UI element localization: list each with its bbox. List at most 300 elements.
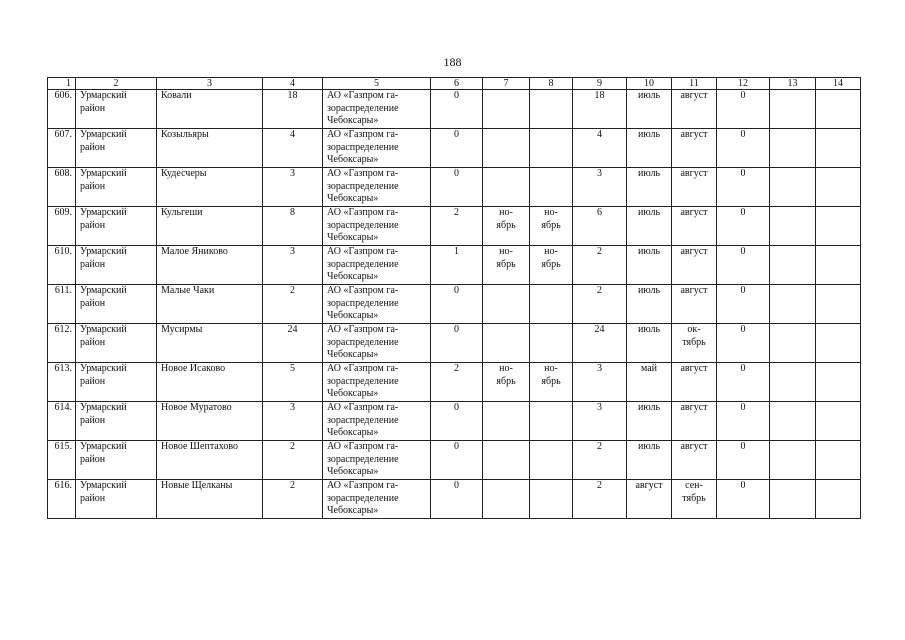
col12-value-cell bbox=[717, 207, 770, 246]
cell-text-line: но- bbox=[544, 363, 558, 374]
cell-text-line: 0 bbox=[454, 441, 459, 452]
organization-cell bbox=[323, 402, 431, 441]
table-row bbox=[48, 441, 861, 480]
cell-text-line: 0 bbox=[740, 441, 746, 452]
col12-value-cell bbox=[717, 363, 770, 402]
cell-text-line: август bbox=[680, 285, 708, 296]
cell-text-line: 3 bbox=[597, 168, 602, 179]
cell-text-line: 1 bbox=[454, 246, 459, 257]
organization-cell bbox=[323, 441, 431, 480]
col10-month-cell bbox=[627, 90, 672, 129]
cell-text-line: Урмарский bbox=[80, 285, 127, 296]
cell-text-line: 606. bbox=[54, 90, 72, 101]
cell-text-line: район bbox=[80, 336, 106, 348]
cell-text-line: 610. bbox=[54, 246, 72, 257]
col12-value-cell bbox=[717, 402, 770, 441]
cell-text-line: но- bbox=[499, 363, 513, 374]
col8-month-cell bbox=[530, 441, 573, 480]
cell-text-line: 2 bbox=[454, 207, 459, 218]
organization-cell bbox=[323, 207, 431, 246]
col11-month-cell bbox=[672, 480, 717, 519]
cell-text-line: 0 bbox=[454, 480, 459, 491]
cell-text-line: Чебоксары» bbox=[327, 427, 379, 438]
total-count-cell bbox=[263, 480, 323, 519]
col10-month-cell bbox=[627, 363, 672, 402]
cell-text-line: АО «Газпром га- bbox=[327, 324, 399, 335]
cell-text-line: 5 bbox=[290, 363, 295, 374]
settlement-cell bbox=[157, 207, 263, 246]
col10-month-cell bbox=[627, 207, 672, 246]
col12-value-cell bbox=[717, 324, 770, 363]
cell-text-line: 3 bbox=[597, 363, 602, 374]
col10-month-cell bbox=[627, 402, 672, 441]
col6-value-cell bbox=[431, 129, 483, 168]
table-row bbox=[48, 324, 861, 363]
cell-text-line: июль bbox=[637, 207, 661, 218]
col14-cell bbox=[816, 90, 861, 129]
row-number-cell bbox=[48, 285, 76, 324]
table-row bbox=[48, 246, 861, 285]
cell-text-line: ябрь bbox=[496, 258, 516, 270]
col9-value-cell bbox=[573, 363, 627, 402]
cell-text-line: 0 bbox=[740, 90, 746, 101]
row-number-cell bbox=[48, 480, 76, 519]
total-count-cell bbox=[263, 207, 323, 246]
cell-text-line: 0 bbox=[454, 402, 459, 413]
col8-month-cell bbox=[530, 129, 573, 168]
col11-month-cell bbox=[672, 246, 717, 285]
cell-text-line: 0 bbox=[454, 168, 459, 179]
cell-text-line: Чебоксары» bbox=[327, 388, 379, 399]
cell-text-line: но- bbox=[499, 207, 513, 218]
row-number-cell bbox=[48, 402, 76, 441]
cell-text-line: ябрь bbox=[541, 219, 561, 231]
organization-cell bbox=[323, 480, 431, 519]
col11-month-cell bbox=[672, 90, 717, 129]
cell-text-line: 18 bbox=[287, 90, 298, 101]
col12-value-cell bbox=[717, 168, 770, 207]
organization-cell bbox=[323, 285, 431, 324]
cell-text-line: АО «Газпром га- bbox=[327, 168, 399, 179]
col10-month-cell bbox=[627, 285, 672, 324]
cell-text-line: Новые Щелканы bbox=[161, 480, 233, 491]
cell-text-line: тябрь bbox=[682, 336, 706, 348]
table-body bbox=[48, 78, 861, 519]
col12-value-cell bbox=[717, 246, 770, 285]
column-number-cell: 7 bbox=[483, 78, 530, 90]
total-count-cell bbox=[263, 129, 323, 168]
col7-month-cell bbox=[483, 441, 530, 480]
col6-value-cell bbox=[431, 90, 483, 129]
cell-text-line: Чебоксары» bbox=[327, 466, 379, 477]
column-number-cell: 3 bbox=[157, 78, 263, 90]
cell-text-line: зораспределение bbox=[327, 297, 399, 309]
cell-text-line: зораспределение bbox=[327, 141, 399, 153]
cell-text-line: Урмарский bbox=[80, 441, 127, 452]
cell-text-line: Малые Чаки bbox=[161, 285, 215, 296]
total-count-cell bbox=[263, 363, 323, 402]
cell-text-line: АО «Газпром га- bbox=[327, 402, 399, 413]
cell-text-line: 0 bbox=[740, 207, 746, 218]
col11-month-cell bbox=[672, 207, 717, 246]
col6-value-cell bbox=[431, 246, 483, 285]
total-count-cell bbox=[263, 90, 323, 129]
cell-text-line: Урмарский bbox=[80, 129, 127, 140]
col7-month-cell bbox=[483, 324, 530, 363]
cell-text-line: 2 bbox=[597, 246, 602, 257]
cell-text-line: август bbox=[680, 207, 708, 218]
district-cell bbox=[76, 246, 157, 285]
col6-value-cell bbox=[431, 480, 483, 519]
col11-month-cell bbox=[672, 129, 717, 168]
cell-text-line: Урмарский bbox=[80, 402, 127, 413]
cell-text-line: август bbox=[635, 480, 663, 491]
col13-cell bbox=[770, 246, 816, 285]
cell-text-line: АО «Газпром га- bbox=[327, 441, 399, 452]
settlement-cell bbox=[157, 402, 263, 441]
col10-month-cell bbox=[627, 168, 672, 207]
table-row bbox=[48, 207, 861, 246]
col13-cell bbox=[770, 324, 816, 363]
cell-text-line: АО «Газпром га- bbox=[327, 480, 399, 491]
total-count-cell bbox=[263, 246, 323, 285]
cell-text-line: 2 bbox=[290, 441, 295, 452]
col11-month-cell bbox=[672, 441, 717, 480]
settlement-cell bbox=[157, 90, 263, 129]
cell-text-line: Чебоксары» bbox=[327, 232, 379, 243]
cell-text-line: Чебоксары» bbox=[327, 193, 379, 204]
settlement-cell bbox=[157, 324, 263, 363]
column-number-cell: 1 bbox=[48, 78, 76, 90]
table-row bbox=[48, 285, 861, 324]
cell-text-line: район bbox=[80, 414, 106, 426]
col13-cell bbox=[770, 402, 816, 441]
col12-value-cell bbox=[717, 480, 770, 519]
cell-text-line: но- bbox=[544, 246, 558, 257]
col9-value-cell bbox=[573, 168, 627, 207]
page-number: 188 bbox=[443, 55, 462, 69]
cell-text-line: 2 bbox=[597, 285, 602, 296]
col7-month-cell bbox=[483, 363, 530, 402]
cell-text-line: Урмарский bbox=[80, 207, 127, 218]
cell-text-line: Кульгеши bbox=[161, 207, 203, 218]
cell-text-line: но- bbox=[499, 246, 513, 257]
cell-text-line: август bbox=[680, 90, 708, 101]
cell-text-line: 8 bbox=[290, 207, 295, 218]
row-number-cell bbox=[48, 207, 76, 246]
cell-text-line: район bbox=[80, 102, 106, 114]
cell-text-line: Урмарский bbox=[80, 324, 127, 335]
cell-text-line: Урмарский bbox=[80, 363, 127, 374]
col12-value-cell bbox=[717, 129, 770, 168]
cell-text-line: 0 bbox=[740, 129, 746, 140]
cell-text-line: Чебоксары» bbox=[327, 115, 379, 126]
cell-text-line: 611. bbox=[54, 285, 72, 296]
cell-text-line: Чебоксары» bbox=[327, 310, 379, 321]
cell-text-line: июль bbox=[637, 441, 661, 452]
cell-text-line: АО «Газпром га- bbox=[327, 90, 399, 101]
cell-text-line: зораспределение bbox=[327, 492, 399, 504]
cell-text-line: АО «Газпром га- bbox=[327, 129, 399, 140]
cell-text-line: Мусирмы bbox=[161, 324, 203, 335]
cell-text-line: АО «Газпром га- bbox=[327, 363, 399, 374]
col11-month-cell bbox=[672, 168, 717, 207]
column-number-row bbox=[48, 78, 861, 90]
col9-value-cell bbox=[573, 402, 627, 441]
cell-text-line: 3 bbox=[290, 402, 295, 413]
col9-value-cell bbox=[573, 129, 627, 168]
col10-month-cell bbox=[627, 324, 672, 363]
cell-text-line: 0 bbox=[740, 168, 746, 179]
total-count-cell bbox=[263, 441, 323, 480]
col11-month-cell bbox=[672, 402, 717, 441]
col11-month-cell bbox=[672, 363, 717, 402]
row-number-cell bbox=[48, 129, 76, 168]
col8-month-cell bbox=[530, 246, 573, 285]
cell-text-line: 0 bbox=[740, 246, 746, 257]
col9-value-cell bbox=[573, 207, 627, 246]
row-number-cell bbox=[48, 246, 76, 285]
col10-month-cell bbox=[627, 246, 672, 285]
col11-month-cell bbox=[672, 324, 717, 363]
district-cell bbox=[76, 207, 157, 246]
cell-text-line: 0 bbox=[454, 90, 459, 101]
cell-text-line: зораспределение bbox=[327, 219, 399, 231]
settlement-cell bbox=[157, 246, 263, 285]
cell-text-line: Чебоксары» bbox=[327, 505, 379, 516]
table-row bbox=[48, 363, 861, 402]
cell-text-line: 2 bbox=[597, 480, 602, 491]
cell-text-line: июль bbox=[637, 246, 661, 257]
cell-text-line: Малое Яниково bbox=[161, 246, 228, 257]
cell-text-line: 3 bbox=[290, 168, 295, 179]
cell-text-line: 612. bbox=[54, 324, 72, 335]
cell-text-line: Новое Шептахово bbox=[161, 441, 239, 452]
cell-text-line: 0 bbox=[454, 129, 459, 140]
col9-value-cell bbox=[573, 246, 627, 285]
table-row bbox=[48, 480, 861, 519]
col14-cell bbox=[816, 246, 861, 285]
col8-month-cell bbox=[530, 363, 573, 402]
organization-cell bbox=[323, 90, 431, 129]
organization-cell bbox=[323, 129, 431, 168]
settlement-cell bbox=[157, 441, 263, 480]
cell-text-line: июль bbox=[637, 129, 661, 140]
cell-text-line: Чебоксары» bbox=[327, 154, 379, 165]
col10-month-cell bbox=[627, 441, 672, 480]
column-number-cell: 10 bbox=[627, 78, 672, 90]
cell-text-line: 4 bbox=[597, 129, 602, 140]
cell-text-line: 613. bbox=[54, 363, 72, 374]
cell-text-line: июль bbox=[637, 90, 661, 101]
col9-value-cell bbox=[573, 480, 627, 519]
district-cell bbox=[76, 441, 157, 480]
col7-month-cell bbox=[483, 402, 530, 441]
cell-text-line: ябрь bbox=[541, 375, 561, 387]
col10-month-cell bbox=[627, 480, 672, 519]
cell-text-line: 0 bbox=[740, 402, 746, 413]
col13-cell bbox=[770, 129, 816, 168]
column-number-cell: 6 bbox=[431, 78, 483, 90]
cell-text-line: ябрь bbox=[496, 375, 516, 387]
col14-cell bbox=[816, 441, 861, 480]
cell-text-line: 0 bbox=[740, 480, 746, 491]
col7-month-cell bbox=[483, 480, 530, 519]
col7-month-cell bbox=[483, 90, 530, 129]
col11-month-cell bbox=[672, 285, 717, 324]
col9-value-cell bbox=[573, 285, 627, 324]
cell-text-line: 2 bbox=[290, 480, 295, 491]
cell-text-line: август bbox=[680, 363, 708, 374]
cell-text-line: август bbox=[680, 129, 708, 140]
cell-text-line: АО «Газпром га- bbox=[327, 246, 399, 257]
cell-text-line: 0 bbox=[454, 324, 459, 335]
column-number-cell: 12 bbox=[717, 78, 770, 90]
col12-value-cell bbox=[717, 285, 770, 324]
col8-month-cell bbox=[530, 285, 573, 324]
cell-text-line: 609. bbox=[54, 207, 72, 218]
cell-text-line: 3 bbox=[290, 246, 295, 257]
cell-text-line: зораспределение bbox=[327, 180, 399, 192]
col7-month-cell bbox=[483, 207, 530, 246]
row-number-cell bbox=[48, 441, 76, 480]
cell-text-line: зораспределение bbox=[327, 102, 399, 114]
col7-month-cell bbox=[483, 129, 530, 168]
col12-value-cell bbox=[717, 441, 770, 480]
cell-text-line: район bbox=[80, 180, 106, 192]
cell-text-line: Новое Исаково bbox=[161, 363, 226, 374]
col13-cell bbox=[770, 441, 816, 480]
col6-value-cell bbox=[431, 207, 483, 246]
col14-cell bbox=[816, 402, 861, 441]
column-number-cell: 9 bbox=[573, 78, 627, 90]
column-number-cell: 11 bbox=[672, 78, 717, 90]
total-count-cell bbox=[263, 324, 323, 363]
col12-value-cell bbox=[717, 90, 770, 129]
table-row bbox=[48, 168, 861, 207]
district-cell bbox=[76, 129, 157, 168]
col14-cell bbox=[816, 168, 861, 207]
row-number-cell bbox=[48, 90, 76, 129]
cell-text-line: 6 bbox=[597, 207, 602, 218]
organization-cell bbox=[323, 324, 431, 363]
settlement-cell bbox=[157, 168, 263, 207]
cell-text-line: июль bbox=[637, 324, 661, 335]
col13-cell bbox=[770, 168, 816, 207]
cell-text-line: 18 bbox=[594, 90, 605, 101]
cell-text-line: район bbox=[80, 141, 106, 153]
district-cell bbox=[76, 324, 157, 363]
cell-text-line: Урмарский bbox=[80, 246, 127, 257]
col14-cell bbox=[816, 207, 861, 246]
cell-text-line: зораспределение bbox=[327, 336, 399, 348]
district-cell bbox=[76, 90, 157, 129]
cell-text-line: 4 bbox=[290, 129, 295, 140]
col14-cell bbox=[816, 480, 861, 519]
cell-text-line: район bbox=[80, 219, 106, 231]
cell-text-line: 24 bbox=[594, 324, 605, 335]
cell-text-line: АО «Газпром га- bbox=[327, 285, 399, 296]
cell-text-line: 614. bbox=[54, 402, 72, 413]
col9-value-cell bbox=[573, 90, 627, 129]
cell-text-line: Чебоксары» bbox=[327, 271, 379, 282]
column-number-cell: 13 bbox=[770, 78, 816, 90]
cell-text-line: район bbox=[80, 375, 106, 387]
column-number-cell: 8 bbox=[530, 78, 573, 90]
total-count-cell bbox=[263, 285, 323, 324]
col14-cell bbox=[816, 129, 861, 168]
col8-month-cell bbox=[530, 207, 573, 246]
cell-text-line: Козыльяры bbox=[161, 129, 209, 140]
cell-text-line: район bbox=[80, 297, 106, 309]
col9-value-cell bbox=[573, 324, 627, 363]
cell-text-line: 616. bbox=[54, 480, 72, 491]
cell-text-line: но- bbox=[544, 207, 558, 218]
cell-text-line: Ковали bbox=[161, 90, 192, 101]
cell-text-line: 2 bbox=[454, 363, 459, 374]
col8-month-cell bbox=[530, 324, 573, 363]
cell-text-line: июль bbox=[637, 168, 661, 179]
cell-text-line: сен- bbox=[685, 480, 703, 491]
col8-month-cell bbox=[530, 90, 573, 129]
cell-text-line: Чебоксары» bbox=[327, 349, 379, 360]
gasification-schedule-table bbox=[47, 77, 861, 519]
cell-text-line: зораспределение bbox=[327, 414, 399, 426]
district-cell bbox=[76, 168, 157, 207]
column-number-cell: 2 bbox=[76, 78, 157, 90]
cell-text-line: июль bbox=[637, 402, 661, 413]
cell-text-line: Кудесчеры bbox=[161, 168, 207, 179]
cell-text-line: 3 bbox=[597, 402, 602, 413]
col9-value-cell bbox=[573, 441, 627, 480]
cell-text-line: район bbox=[80, 492, 106, 504]
column-number-cell: 4 bbox=[263, 78, 323, 90]
district-cell bbox=[76, 480, 157, 519]
cell-text-line: зораспределение bbox=[327, 375, 399, 387]
cell-text-line: 0 bbox=[454, 285, 459, 296]
settlement-cell bbox=[157, 285, 263, 324]
organization-cell bbox=[323, 246, 431, 285]
column-number-cell: 14 bbox=[816, 78, 861, 90]
cell-text-line: 0 bbox=[740, 285, 746, 296]
organization-cell bbox=[323, 363, 431, 402]
total-count-cell bbox=[263, 402, 323, 441]
district-cell bbox=[76, 285, 157, 324]
col13-cell bbox=[770, 285, 816, 324]
col7-month-cell bbox=[483, 168, 530, 207]
col6-value-cell bbox=[431, 324, 483, 363]
cell-text-line: ябрь bbox=[496, 219, 516, 231]
cell-text-line: август bbox=[680, 168, 708, 179]
cell-text-line: август bbox=[680, 441, 708, 452]
col6-value-cell bbox=[431, 402, 483, 441]
cell-text-line: 0 bbox=[740, 324, 746, 335]
organization-cell bbox=[323, 168, 431, 207]
col8-month-cell bbox=[530, 402, 573, 441]
col8-month-cell bbox=[530, 480, 573, 519]
col7-month-cell bbox=[483, 285, 530, 324]
cell-text-line: АО «Газпром га- bbox=[327, 207, 399, 218]
table-row bbox=[48, 129, 861, 168]
cell-text-line: ябрь bbox=[541, 258, 561, 270]
settlement-cell bbox=[157, 129, 263, 168]
col10-month-cell bbox=[627, 129, 672, 168]
col14-cell bbox=[816, 285, 861, 324]
row-number-cell bbox=[48, 324, 76, 363]
col13-cell bbox=[770, 363, 816, 402]
district-cell bbox=[76, 402, 157, 441]
settlement-cell bbox=[157, 480, 263, 519]
